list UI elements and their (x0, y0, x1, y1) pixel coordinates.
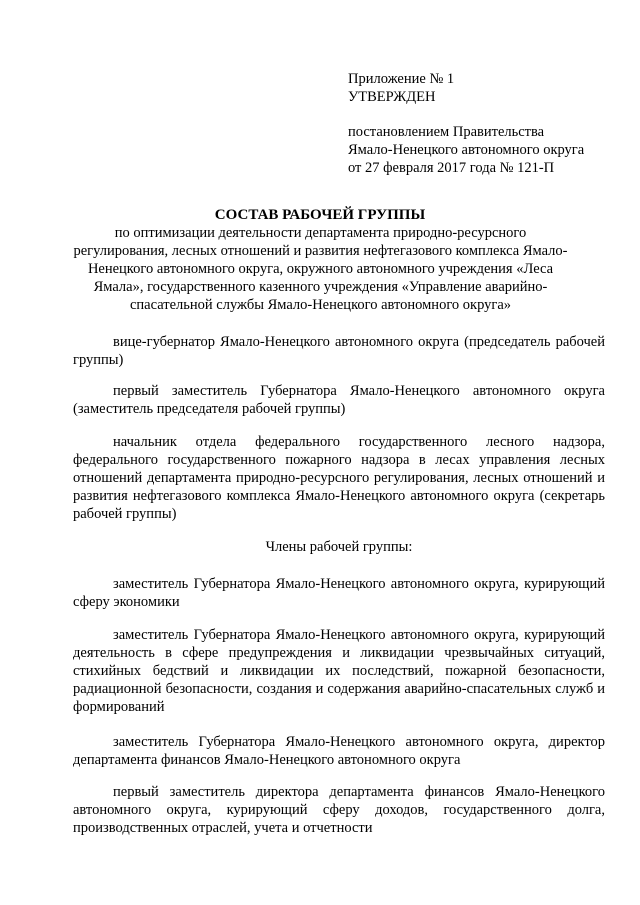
appendix-label: Приложение № 1 (348, 71, 455, 87)
approval-block (348, 70, 608, 177)
members-heading: Члены рабочей группы: (265, 539, 413, 555)
member-item: заместитель Губернатора Ямало-Ненецкого автономного округа, курирующий сферу экономики (73, 576, 605, 610)
document-subtitle: по оптимизации деятельности департамента природно-ресурсного регулирования, лесных отношений и развития нефтегазового комплекса Ямало-Ненецкого автономного округа, окружного автономного учреждения «Леса Ямала», государственного казенного учреждения «Управление аварийно-спасательной службы Ямало-Ненецкого автономного округа» (73, 225, 568, 313)
leader-secretary: начальник отдела федерального государственного лесного надзора, федерального государственного пожарного надзора в лесах управления лесных отношений департамента природно-ресурсного регулирования, лесных отношений и развития нефтегазового комплекса Ямало-Ненецкого автономного округа (секретарь рабочей группы) (73, 434, 605, 522)
member-item: заместитель Губернатора Ямало-Ненецкого автономного округа, курирующий деятельность в сфере предупреждения и ликвидации чрезвычайных ситуаций, стихийных бедствий и ликвидации их последствий, пожарной безопасности, радиационной безопасности, создания и содержания аварийно-спасательных служб и формирований (73, 627, 605, 715)
member-item: первый заместитель директора департамента финансов Ямало-Ненецкого автономного округа, курирующий сферу доходов, государственного долга, производственных отраслей, учета и отчетности (73, 784, 605, 836)
approval-line-1: постановлением Правительства (348, 124, 545, 140)
approval-line-3: от 27 февраля 2017 года № 121-П (348, 160, 555, 176)
leader-chairman: вице-губернатор Ямало-Ненецкого автономного округа (председатель рабочей группы) (73, 334, 605, 368)
member-item: заместитель Губернатора Ямало-Ненецкого автономного округа, директор департамента финансов Ямало-Ненецкого автономного округа (73, 734, 605, 768)
approval-line-2: Ямало-Ненецкого автономного округа (348, 142, 585, 158)
approved-label: УТВЕРЖДЕН (348, 89, 436, 105)
leader-deputy-chairman: первый заместитель Губернатора Ямало-Ненецкого автономного округа (заместитель председателя рабочей группы) (73, 383, 605, 417)
document-title: СОСТАВ РАБОЧЕЙ ГРУППЫ (214, 207, 426, 223)
